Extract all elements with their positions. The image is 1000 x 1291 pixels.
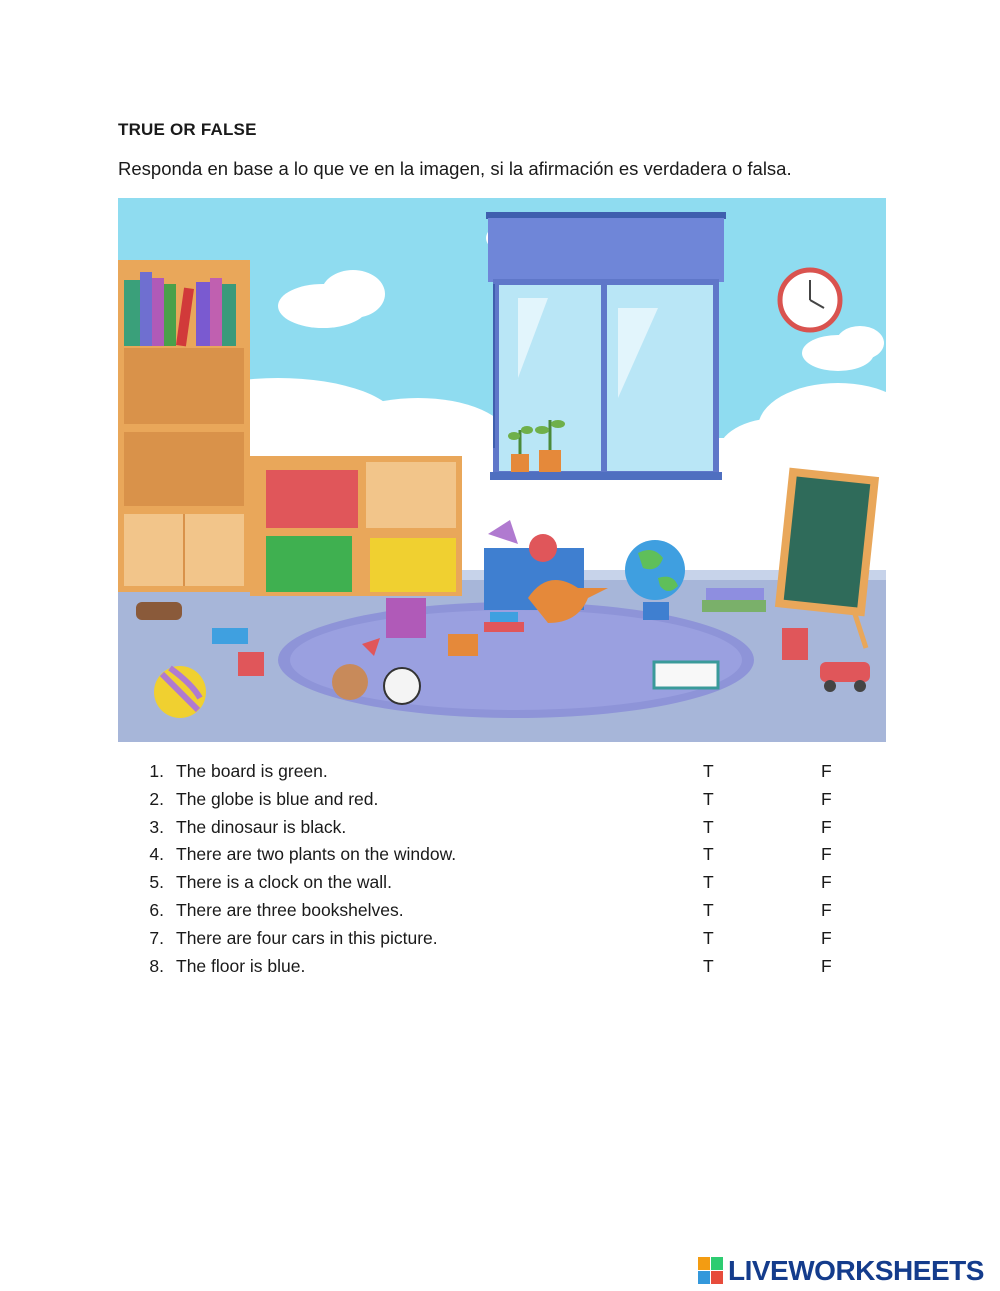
- question-number: 8.: [149, 955, 164, 976]
- question-number: 3.: [149, 816, 164, 837]
- question-text: The dinosaur is black.: [176, 816, 347, 837]
- question-text: There are two plants on the window.: [176, 844, 457, 865]
- option-true[interactable]: T: [703, 927, 714, 948]
- question-text: There is a clock on the wall.: [176, 872, 392, 893]
- question-row-5: [140, 869, 900, 897]
- option-false[interactable]: F: [821, 844, 832, 865]
- question-number: 1.: [149, 761, 164, 781]
- option-false[interactable]: F: [821, 788, 832, 809]
- question-text: There are four cars in this picture.: [176, 927, 438, 948]
- question-number: 5.: [149, 872, 164, 893]
- question-number: 6.: [149, 899, 164, 920]
- question-row-3: [140, 814, 900, 842]
- question-row-6: [140, 897, 900, 925]
- option-true[interactable]: T: [703, 955, 714, 976]
- question-row-8: [140, 953, 900, 981]
- liveworksheets-brand: [698, 1256, 984, 1286]
- question-number: 7.: [149, 927, 164, 948]
- option-false[interactable]: F: [821, 927, 832, 948]
- option-true[interactable]: T: [703, 788, 714, 809]
- option-false[interactable]: F: [821, 816, 832, 837]
- question-row-4: [140, 841, 900, 869]
- liveworksheets-logo-icon: [698, 1257, 724, 1285]
- brand-name: LIVEWORKSHEETS: [728, 1255, 984, 1286]
- option-true[interactable]: T: [703, 761, 714, 781]
- option-true[interactable]: T: [703, 872, 714, 893]
- option-true[interactable]: T: [703, 899, 714, 920]
- option-true[interactable]: T: [703, 844, 714, 865]
- question-text: The board is green.: [176, 761, 328, 781]
- option-true[interactable]: T: [703, 816, 714, 837]
- question-text: There are three bookshelves.: [176, 899, 404, 920]
- question-text: The floor is blue.: [176, 955, 306, 976]
- question-row-7: [140, 925, 900, 953]
- questions-list: [140, 758, 900, 980]
- instructions-text: Responda en base a lo que ve en la imagen, si la afirmación es verdadera o falsa.: [118, 158, 792, 179]
- option-false[interactable]: F: [821, 899, 832, 920]
- option-false[interactable]: F: [821, 955, 832, 976]
- question-row-1: [140, 758, 900, 786]
- question-number: 2.: [149, 788, 164, 809]
- option-false[interactable]: F: [821, 872, 832, 893]
- classroom-illustration: [118, 198, 886, 742]
- option-false[interactable]: F: [821, 761, 832, 781]
- question-text: The globe is blue and red.: [176, 788, 379, 809]
- question-row-2: [140, 786, 900, 814]
- worksheet-title: TRUE OR FALSE: [118, 120, 257, 139]
- question-number: 4.: [149, 844, 164, 865]
